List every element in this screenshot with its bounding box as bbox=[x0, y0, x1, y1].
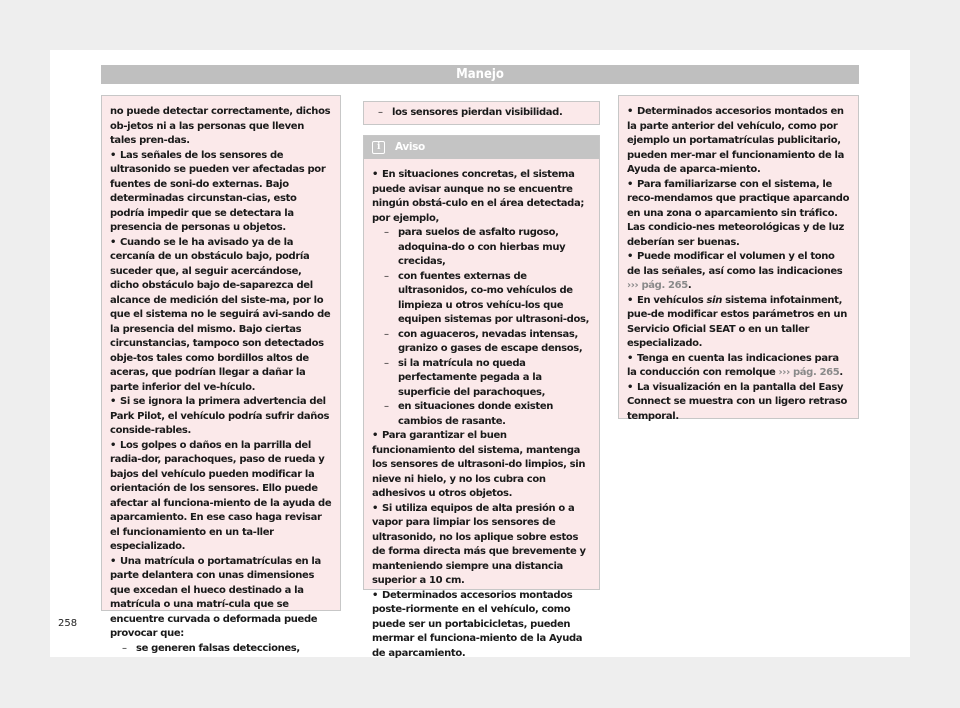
list-item-text: Tenga en cuenta las indicaciones para la conducción con remolque bbox=[627, 352, 839, 378]
list-item-text: Puede modificar el volumen y el tono de las señales, así como las indicaciones bbox=[627, 251, 843, 277]
notice-title: Aviso bbox=[395, 141, 425, 154]
list-item bbox=[627, 352, 850, 381]
dash-item-text: los sensores pierdan visibilidad. bbox=[392, 107, 563, 118]
dash-item: – con aguaceros, nevadas intensas, granizo o gases de escape densos, bbox=[384, 328, 583, 354]
list-item: • Una matrícula o portamatrículas en la parte delantera con unas dimensiones que excedan el hueco destinado a la matrícula o una matrí-cula que se encuentre curvada o deformada puede provocar que: bbox=[110, 555, 332, 642]
dash-item-text: se generen falsas detecciones, bbox=[136, 642, 300, 654]
dash-item: – en situaciones donde existen cambios de rasante. bbox=[384, 401, 554, 427]
list-item bbox=[627, 250, 850, 294]
list-item: • Si se ignora la primera advertencia del Park Pilot, el vehículo podría sufrir daños conside-rables. bbox=[110, 395, 332, 439]
list-item: • Cuando se le ha avisado ya de la cercanía de un obstáculo bajo, podría suceder que, al seguir acercándose, dicho obstáculo bajo de-saparezca del alcance de medición del siste-ma, por lo que el sistema no le seguirá avi-sando de la presencia del mismo. Bajo ciertas circunstancias, tampoco son detectados obje-tos tales como bordillos altos de aceras, que podrían llegar a dañar la parte inferior del ve-hículo. bbox=[110, 236, 332, 396]
list-item: • La visualización en la pantalla del Easy Connect se muestra con un ligero retraso temporal. bbox=[627, 381, 850, 425]
section-header: Manejo bbox=[101, 65, 859, 84]
punctuation: . bbox=[687, 280, 692, 291]
list-item: • Las señales de los sensores de ultrasonido se pueden ver afectadas por fuentes de soni-do externas. Bajo determinadas circunstan-cias, esto podría impedir que se detectara la presencia de personas u objetos. bbox=[110, 149, 332, 236]
notice-body bbox=[364, 159, 599, 661]
list-item: • Para garantizar el buen funcionamiento del sistema, mantenga los sensores de ultrasoni-do limpios, sin nieve ni hielo, y no los cubra con adhesivos u otros objetos. bbox=[372, 429, 591, 502]
punctuation: . bbox=[839, 367, 843, 378]
dash-item-text: con aguaceros, nevadas intensas, granizo o gases de escape densos, bbox=[398, 328, 583, 354]
dash-item-text: para suelos de asfalto rugoso, adoquina-do o con hierbas muy crecidas, bbox=[398, 227, 566, 267]
list-item: • Los golpes o daños en la parrilla del radia-dor, parachoques, paso de rueda y bajos del vehículo pueden modificar la orientación de los sensores. Ello puede afectar al funciona-miento de la ayuda de aparcamiento. En ese caso haga revisar el funcionamiento en un ta-ller especializado. bbox=[110, 439, 332, 555]
list-item: • Determinados accesorios montados en la parte anterior del vehículo, como por ejemplo un portamatrículas publicitario, pueden mer-mar el funcionamiento de la Ayuda de aparca-miento. bbox=[627, 105, 850, 178]
notice-box-right bbox=[618, 95, 859, 422]
page-reference-link[interactable]: ››› pág. 265 bbox=[627, 280, 688, 291]
list-item: • En situaciones concretas, el sistema puede avisar aunque no se encuentre ningún obstá-culo en el área detectada; por ejemplo, bbox=[372, 168, 591, 226]
dash-item: – se generen falsas detecciones, bbox=[122, 642, 300, 654]
notice-header bbox=[364, 136, 599, 159]
dash-item-text: en situaciones donde existen cambios de rasante. bbox=[398, 401, 554, 427]
notice-box bbox=[363, 135, 600, 659]
list-item: • Para familiarizarse con el sistema, le reco-mendamos que practique aparcando en una zona o aparcamiento sin tráfico. Las condicio-nes meteorológicas y de luz deberían ser buenas. bbox=[627, 178, 850, 251]
list-item: • Si utiliza equipos de alta presión o a vapor para limpiar los sensores de ultrasonido, no los aplique sobre estos de forma directa más que brevemente y manteniendo siempre una distancia superior a 10 cm. bbox=[372, 502, 591, 589]
warning-box-left bbox=[101, 95, 341, 654]
list-item bbox=[627, 294, 850, 352]
dash-item-text: si la matrícula no queda perfectamente pegada a la superficie del parachoques, bbox=[398, 357, 546, 398]
page-number: 258 bbox=[58, 618, 78, 629]
info-icon: i bbox=[372, 141, 385, 154]
list-item-text: En vehículos bbox=[637, 294, 707, 306]
dash-item-text: con fuentes externas de ultrasonidos, co-mo vehículos de limpieza u otros vehícu-los que equipen sistemas por ultrasoni-dos, bbox=[398, 270, 590, 325]
page-reference-link[interactable]: ››› pág. 265 bbox=[778, 367, 840, 378]
dash-item: – los sensores pierdan visibilidad. bbox=[378, 107, 563, 118]
dash-item: – para suelos de asfalto rugoso, adoquina-do o con hierbas muy crecidas, bbox=[384, 227, 566, 267]
emphasis-text: sin bbox=[706, 294, 722, 306]
dash-item: – con fuentes externas de ultrasonidos, co-mo vehículos de limpieza u otros vehícu-los que equipen sistemas por ultrasoni-dos, bbox=[384, 270, 590, 325]
intro-text: no puede detectar correctamente, dichos ob-jetos ni a las personas que lleven tales pren-das. bbox=[110, 106, 331, 146]
list-item: • Determinados accesorios montados poste-riormente en el vehículo, como puede ser un portabicicletas, pueden mermar el funciona-miento de la Ayuda de aparcamiento. bbox=[372, 589, 591, 662]
warning-box-continuation bbox=[363, 101, 600, 125]
dash-item: – si la matrícula no queda perfectamente pegada a la superficie del parachoques, bbox=[384, 357, 546, 398]
list-item-text: sistema infotainment, pue-de modificar estos parámetros en un Servicio Oficial SEAT o en un taller especializado. bbox=[627, 294, 847, 349]
